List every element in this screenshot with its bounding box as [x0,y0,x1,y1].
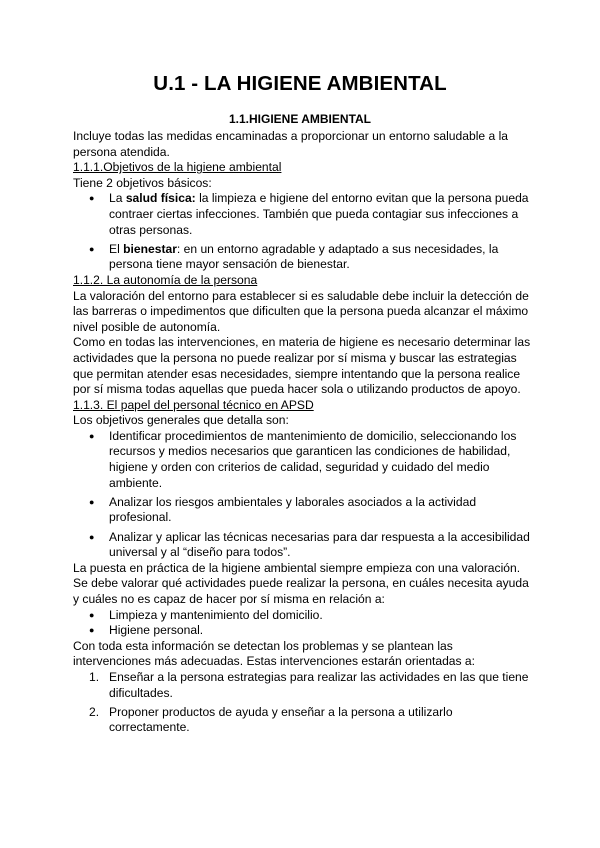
section-heading: 1.1.HIGIENE AMBIENTAL [228,112,371,126]
list-item: ● Analizar los riesgos ambientales y laborales asociados a la actividad profesional. [73,495,533,526]
objetivos-lead: Tiene 2 objetivos básicos: [73,175,212,190]
list-item: ● Limpieza y mantenimiento del domicilio. [73,608,533,624]
evaluation-paragraph: La puesta en práctica de la higiene ambiental siempre empieza con una valoración. Se debe valorar qué actividades puede realizar la persona, en cuáles necesita ayuda y cuáles no es capaz de hacer por sí misma en relación a: [73,560,529,606]
document-body [73,129,533,736]
item-text: la limpieza e higiene del entorno evitan que la persona pueda contraer ciertas infecciones. También que pueda contagiar sus infecciones a otras personas. [109,191,529,237]
item-text: El [109,241,124,256]
item-bold-term: bienestar [123,241,177,256]
list-item: ● Higiene personal. [73,623,533,639]
subsection-heading-objetivos: 1.1.1.Objetivos de la higiene ambiental [73,160,282,175]
intervention-paragraph: Con toda esta información se detectan los problemas y se plantean las intervenciones más adecuadas. Estas intervenciones estarán orientadas a: [73,638,476,669]
list-item: ● Identificar procedimientos de mantenimiento de domicilio, seleccionando los recursos y medios necesarios que garanticen las condiciones de habilidad, higiene y orden con criterios de calidad, seguridad y cuidado del medio ambiente. [73,429,533,491]
intervention-steps-list [73,670,533,736]
list-item [73,191,533,238]
papel-lead: Los objetivos generales que detalla son: [73,413,289,428]
objetivos-list [73,191,533,273]
list-item: ● Analizar y aplicar las técnicas necesarias para dar respuesta a la accesibilidad universal y al “diseño para todos”. [73,530,533,561]
document-title: U.1 - LA HIGIENE AMBIENTAL [153,72,447,95]
list-item: Proponer productos de ayuda y enseñar a la persona a utilizarlo correctamente. [109,704,453,735]
autonomia-paragraph-1: La valoración del entorno para establecer si es saludable debe incluir la detección de las barreras o impedimentos que dificulten que la persona pueda alcanzar el máximo nivel posible de autonomía. [73,288,529,334]
list-item: Enseñar a la persona estrategias para realizar las actividades en las que tiene dificultades. [109,669,529,700]
item-text: La [109,191,126,206]
autonomia-paragraph-2: Como en todas las intervenciones, en materia de higiene es necesario determinar las actividades que la persona no puede realizar por sí misma y buscar las estrategias que permitan atender esas necesidades, siempre intentando que la persona realice por sí misma todas aquellas que pueda hacer sola o utilizando productos de apoyo. [73,335,531,397]
papel-objectives-list [73,429,533,561]
intro-paragraph: Incluye todas las medidas encaminadas a proporcionar un entorno saludable a la persona atendida. [73,129,508,159]
list-item [73,242,533,273]
subsection-heading-autonomia: 1.1.2. La autonomía de la persona [73,272,258,287]
item-text: : en un entorno agradable y adaptado a sus necesidades, la persona tiene mayor sensación de bienestar. [109,241,499,272]
subsection-heading-papel: 1.1.3. El papel del personal técnico en APSD [73,397,314,412]
item-bold-term: salud física: [125,191,196,206]
areas-list [73,608,533,639]
